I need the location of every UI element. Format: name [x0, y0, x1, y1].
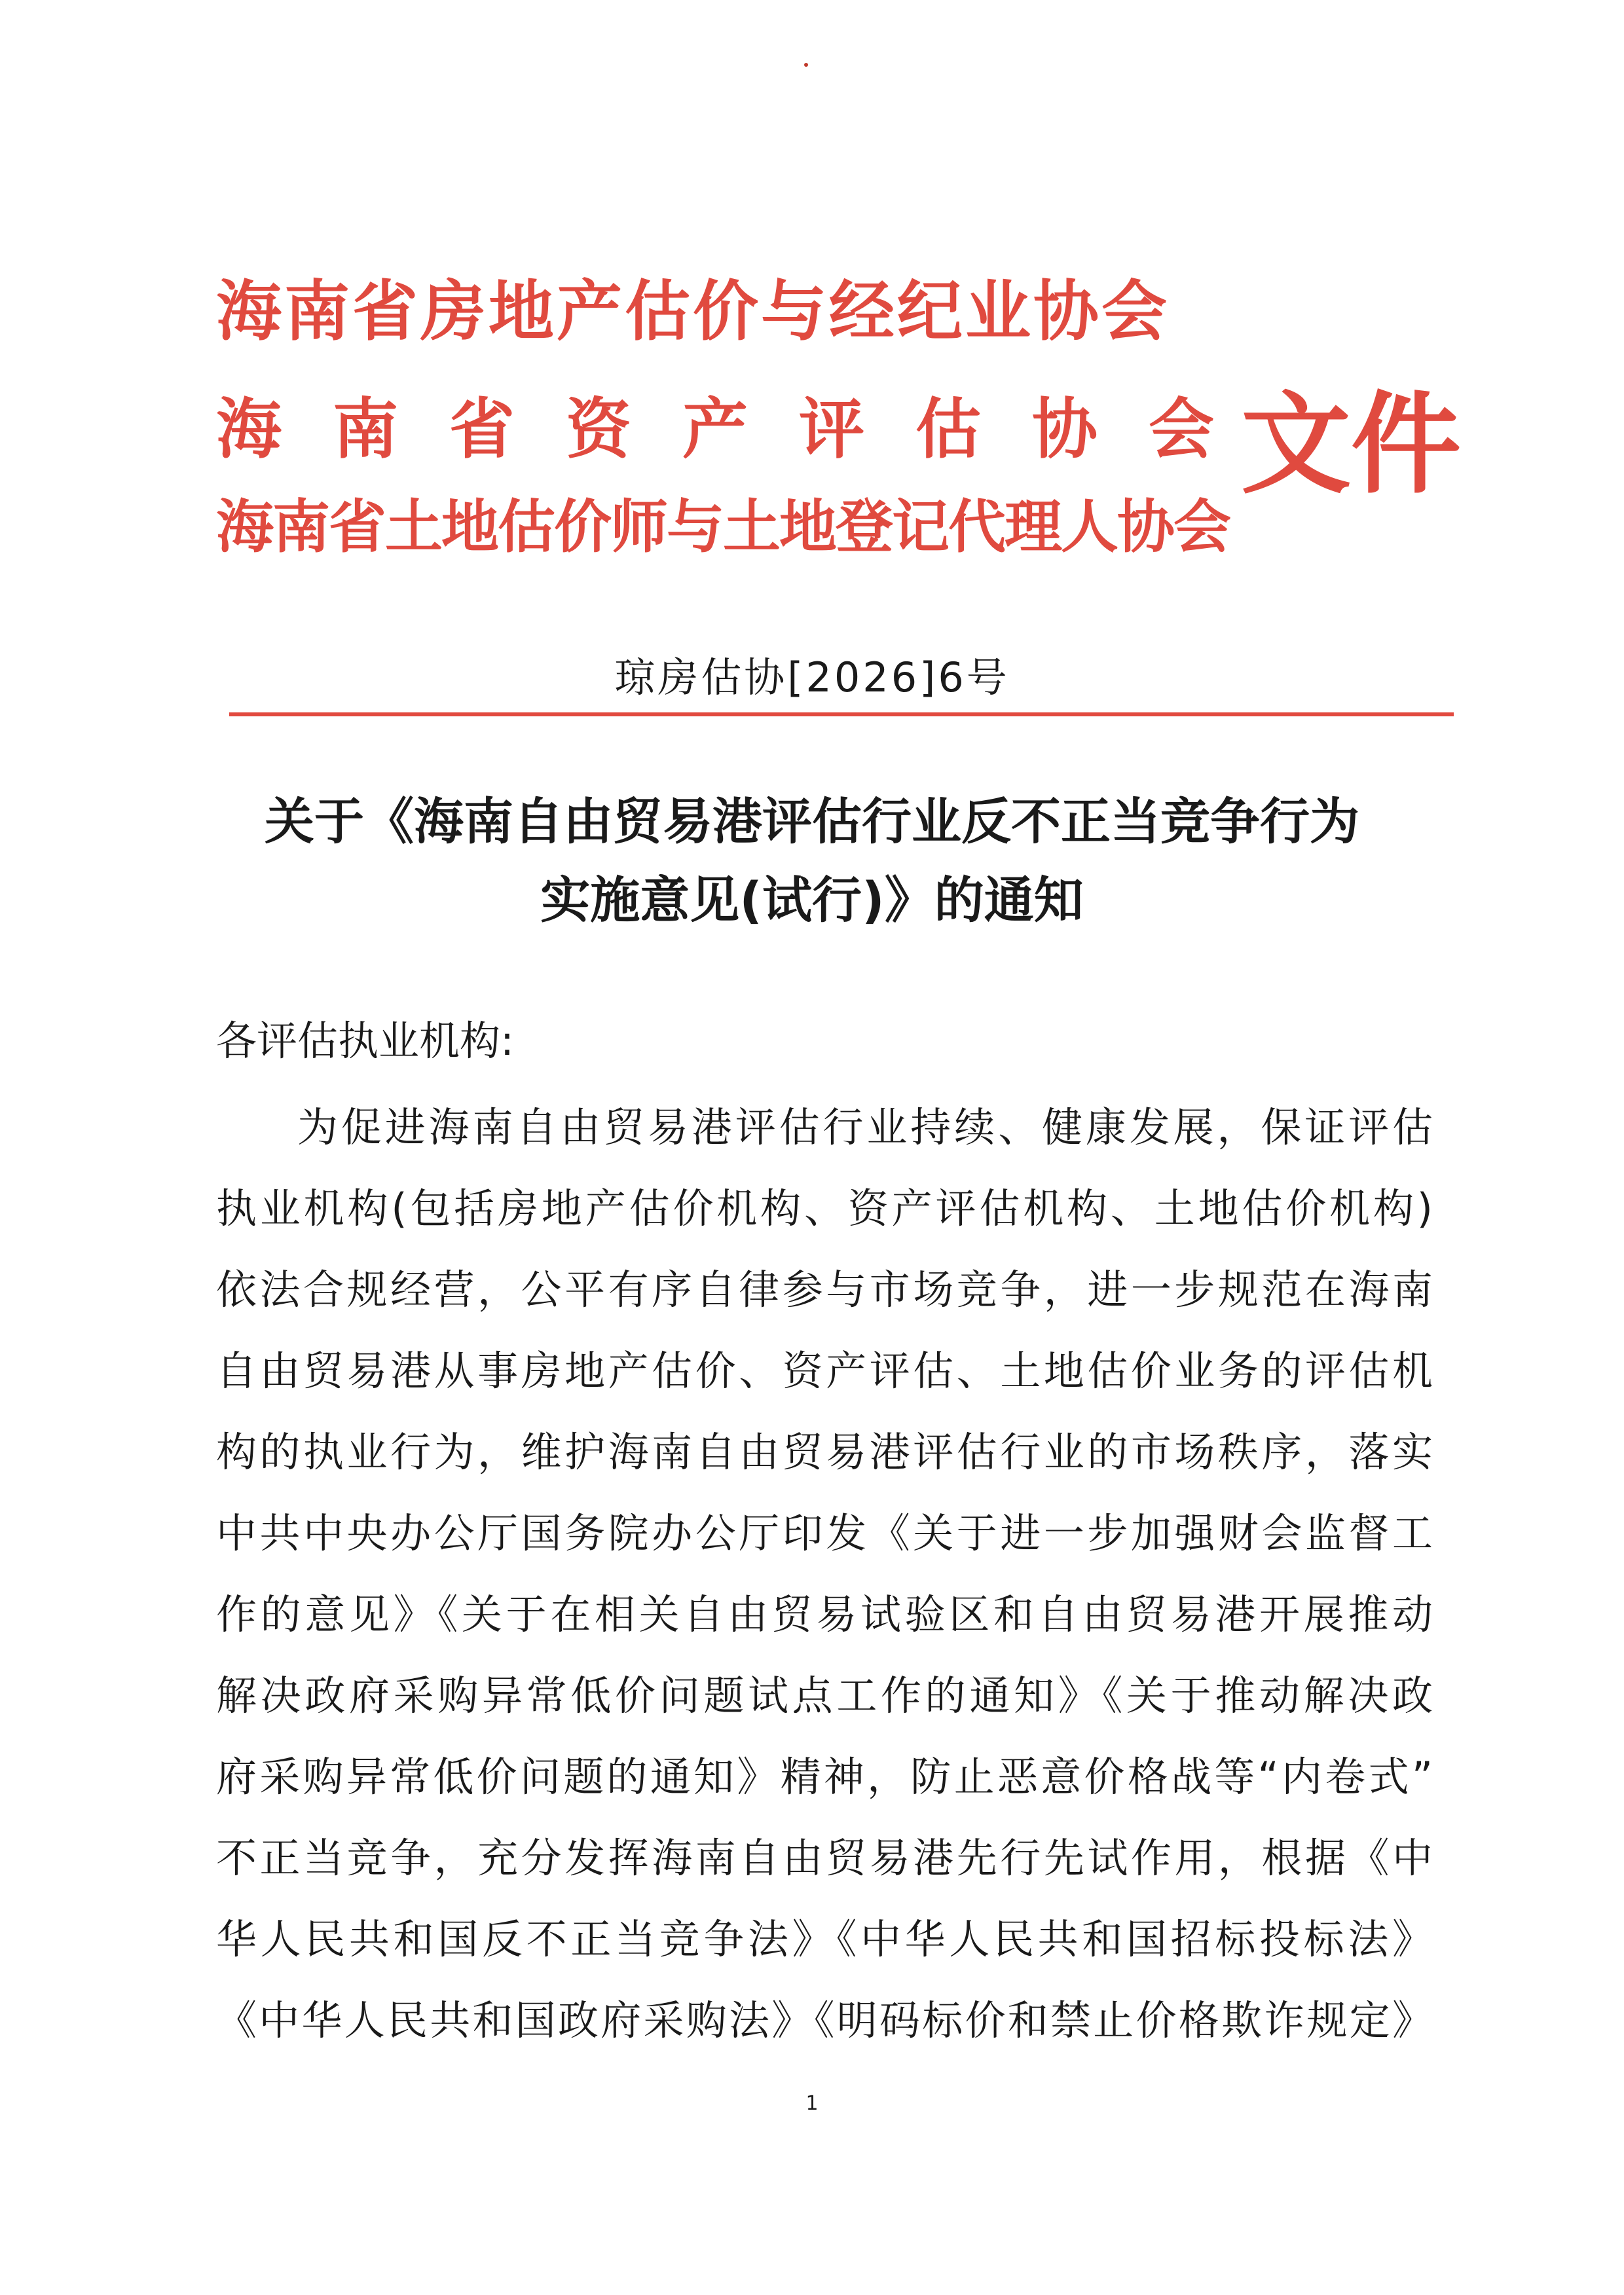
org-name-real-estate-appraisal: 海南省房地产估价与经纪业协会	[216, 273, 1170, 350]
body-line: 府采购异常低价问题的通知》精神，防止恶意价格战等“内卷式”	[216, 1753, 1434, 1801]
org-name-asset-appraisal: 海南省资产评估协会	[216, 391, 1265, 468]
body-line: 中共中央办公厅国务院办公厅印发《关于进一步加强财会监督工	[216, 1509, 1434, 1557]
document-number: 琼房估协[2026]6号	[614, 653, 1010, 701]
document-label: 文件	[1241, 380, 1461, 509]
body-line: 不正当竞争，充分发挥海南自由贸易港先行先试作用，根据《中	[216, 1834, 1434, 1882]
body-line: 依法合规经营，公平有序自律参与市场竞争，进一步规范在海南	[216, 1266, 1434, 1313]
org-name-land-appraisal: 海南省土地估价师与土地登记代理人协会	[216, 493, 1230, 560]
header-divider	[229, 712, 1454, 716]
page-number: 1	[805, 2092, 819, 2115]
body-line: 构的执业行为，维护海南自由贸易港评估行业的市场秩序，落实	[216, 1428, 1434, 1476]
body-line: 为促进海南自由贸易港评估行业持续、健康发展，保证评估	[297, 1103, 1434, 1151]
body-line: 《中华人民共和国政府采购法》《明码标价和禁止价格欺诈规定》	[216, 1996, 1434, 2044]
body-line: 解决政府采购异常低价问题试点工作的通知》《关于推动解决政	[216, 1672, 1434, 1719]
body-text	[216, 1087, 1434, 2061]
title-line: 关于《海南自由贸易港评估行业反不正当竞争行为	[265, 792, 1359, 851]
body-line: 执业机构(包括房地产估价机构、资产评估机构、土地估价机构)	[216, 1184, 1434, 1232]
document-title	[0, 782, 1624, 940]
body-line: 作的意见》《关于在相关自由贸易试验区和自由贸易港开展推动	[216, 1590, 1434, 1638]
title-line: 实施意见(试行)》的通知	[540, 871, 1084, 929]
body-line: 自由贸易港从事房地产估价、资产评估、土地估价业务的评估机	[216, 1347, 1434, 1395]
body-line: 华人民共和国反不正当竞争法》《中华人民共和国招标投标法》	[216, 1915, 1434, 1963]
addressee: 各评估执业机构:	[216, 1017, 514, 1065]
red-speck-mark	[804, 63, 808, 67]
